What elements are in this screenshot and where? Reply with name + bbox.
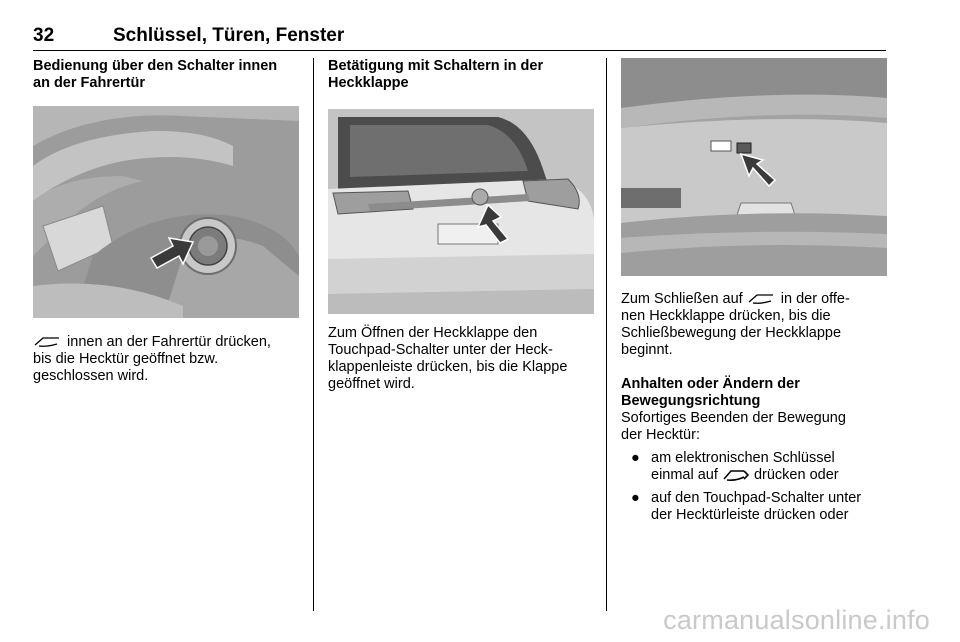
text-line: beginnt. (621, 342, 673, 358)
tailgate-interior-illustration (621, 58, 887, 276)
page-number: 32 (33, 25, 55, 46)
text-line: Zum Öffnen der Heckklappe den (328, 325, 538, 341)
column-tailgate-switches (328, 58, 596, 393)
bullet-icon: ● (631, 490, 640, 506)
list-item (621, 450, 889, 484)
text-line: einmal auf (651, 467, 718, 483)
heading-line: Heckklappe (328, 75, 409, 91)
column-door-switch (33, 58, 303, 385)
paragraph (33, 334, 303, 385)
tailgate-symbol-icon (33, 335, 63, 349)
section-heading (621, 376, 889, 410)
rear-car-illustration (328, 109, 594, 314)
text-line: geschlossen wird. (33, 368, 149, 384)
column-close-and-stop (621, 58, 889, 530)
section-heading (328, 58, 596, 92)
paragraph (328, 325, 596, 393)
heading-line: an der Fahrertür (33, 75, 145, 91)
text-line: klappenleiste drücken, bis die Klappe (328, 359, 568, 375)
text-line: innen an der Fahrertür drücken, (67, 334, 271, 350)
list-item (621, 490, 889, 524)
heading-line: Betätigung mit Schaltern in der (328, 58, 544, 74)
text-line: in der offe- (780, 291, 850, 307)
paragraph (621, 291, 889, 359)
heading-line: Bedienung über den Schalter innen (33, 58, 278, 74)
column-divider (606, 58, 607, 611)
text-line: Sofortiges Beenden der Bewegung (621, 410, 846, 426)
text-line: der Hecktürleiste drücken oder (651, 507, 849, 523)
text-line: der Hecktür: (621, 427, 700, 443)
text-line: auf den Touchpad-Schalter unter (651, 490, 862, 506)
tailgate-symbol-icon (747, 292, 777, 306)
paragraph (621, 410, 889, 444)
heading-line: Bewegungsrichtung (621, 393, 761, 409)
bullet-list (621, 450, 889, 524)
text-line: am elektronischen Schlüssel (651, 450, 835, 466)
text-line: Zum Schließen auf (621, 291, 743, 307)
bullet-icon: ● (631, 450, 640, 466)
text-line: bis die Hecktür geöffnet bzw. (33, 351, 219, 367)
watermark: carmanualsonline.info (663, 605, 930, 635)
page-header (33, 24, 886, 51)
text-line: drücken oder (753, 467, 839, 483)
section-heading (33, 58, 303, 92)
door-switch-illustration (33, 106, 299, 318)
text-line: geöffnet wird. (328, 376, 415, 392)
chapter-title: Schlüssel, Türen, Fenster (113, 25, 345, 46)
heading-line: Anhalten oder Ändern der (621, 376, 800, 392)
text-line: nen Heckklappe drücken, bis die (621, 308, 831, 324)
text-line: Schließbewegung der Heckklappe (621, 325, 842, 341)
column-divider (313, 58, 314, 611)
text-line: Touchpad-Schalter unter der Heck- (328, 342, 553, 358)
key-tailgate-symbol-icon (722, 467, 750, 483)
